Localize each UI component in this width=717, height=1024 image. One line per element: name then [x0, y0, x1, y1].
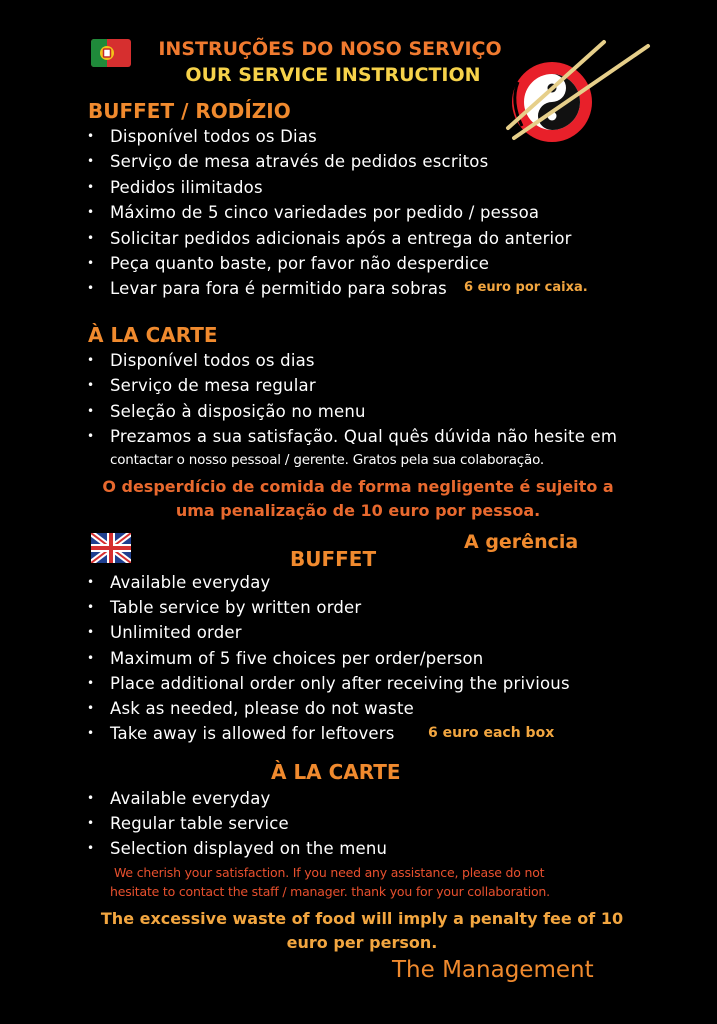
list-item: • Table service by written order [87, 595, 570, 620]
pt-warning-line2: uma penalização de 10 euro por pessoa. [175, 501, 541, 520]
pt-box-price: 6 euro por caixa. [464, 280, 588, 295]
list-item: • Maximum of 5 five choices per order/person [87, 646, 570, 671]
pt-note-line2: contactar o nosso pessoal / gerente. Gratos pela sua colaboração. [110, 452, 545, 468]
en-warning-line2: euro per person. [286, 933, 438, 952]
uk-flag-icon [91, 533, 131, 563]
list-item: • Peça quanto baste, por favor não desperdice [87, 251, 572, 276]
list-item: • Prezamos a sua satisfação. Qual quês dúvida não hesite em [87, 424, 617, 449]
list-item: • Take away is allowed for leftovers [87, 721, 570, 746]
pt-buffet-heading: BUFFET / RODÍZIO [88, 99, 291, 123]
pt-buffet-list [87, 124, 572, 302]
list-item: • Seleção à disposição no menu [87, 399, 617, 424]
en-warning-line1: The excessive waste of food will imply a penalty fee of 10 [100, 909, 624, 928]
pt-carte-list [87, 348, 617, 450]
list-item: • Available everyday [87, 786, 387, 811]
list-item: • Máximo de 5 cinco variedades por pedido / pessoa [87, 200, 572, 225]
list-item: • Levar para fora é permitido para sobras [87, 276, 572, 301]
en-buffet-heading: BUFFET [290, 547, 377, 571]
en-carte-list [87, 786, 387, 861]
list-item: • Serviço de mesa através de pedidos escritos [87, 149, 572, 174]
list-item: • Selection displayed on the menu [87, 836, 387, 861]
en-buffet-list [87, 570, 570, 746]
title-portuguese: INSTRUÇÕES DO NOSO SERVIÇO [158, 38, 502, 60]
list-item: • Ask as needed, please do not waste [87, 696, 570, 721]
list-item: • Regular table service [87, 811, 387, 836]
en-signature: The Management [392, 957, 594, 983]
list-item: • Place additional order only after receiving the privious [87, 671, 570, 696]
en-note-line1: We cherish your satisfaction. If you need any assistance, please do not [114, 865, 545, 880]
list-item: • Pedidos ilimitados [87, 175, 572, 200]
title-english: OUR SERVICE INSTRUCTION [185, 64, 481, 86]
en-box-price: 6 euro each box [428, 725, 555, 741]
pt-warning-line1: O desperdício de comida de forma negligente é sujeito a [102, 477, 614, 496]
list-item: • Disponível todos os Dias [87, 124, 572, 149]
list-item: • Disponível todos os dias [87, 348, 617, 373]
en-note-line2: hesitate to contact the staff / manager. thank you for your collaboration. [110, 884, 550, 899]
pt-signature: A gerência [464, 531, 579, 553]
pt-carte-heading: À LA CARTE [88, 323, 218, 347]
en-carte-heading: À LA CARTE [271, 760, 401, 784]
list-item: • Unlimited order [87, 620, 570, 645]
list-item: • Available everyday [87, 570, 570, 595]
list-item: • Serviço de mesa regular [87, 373, 617, 398]
list-item: • Solicitar pedidos adicionais após a entrega do anterior [87, 226, 572, 251]
